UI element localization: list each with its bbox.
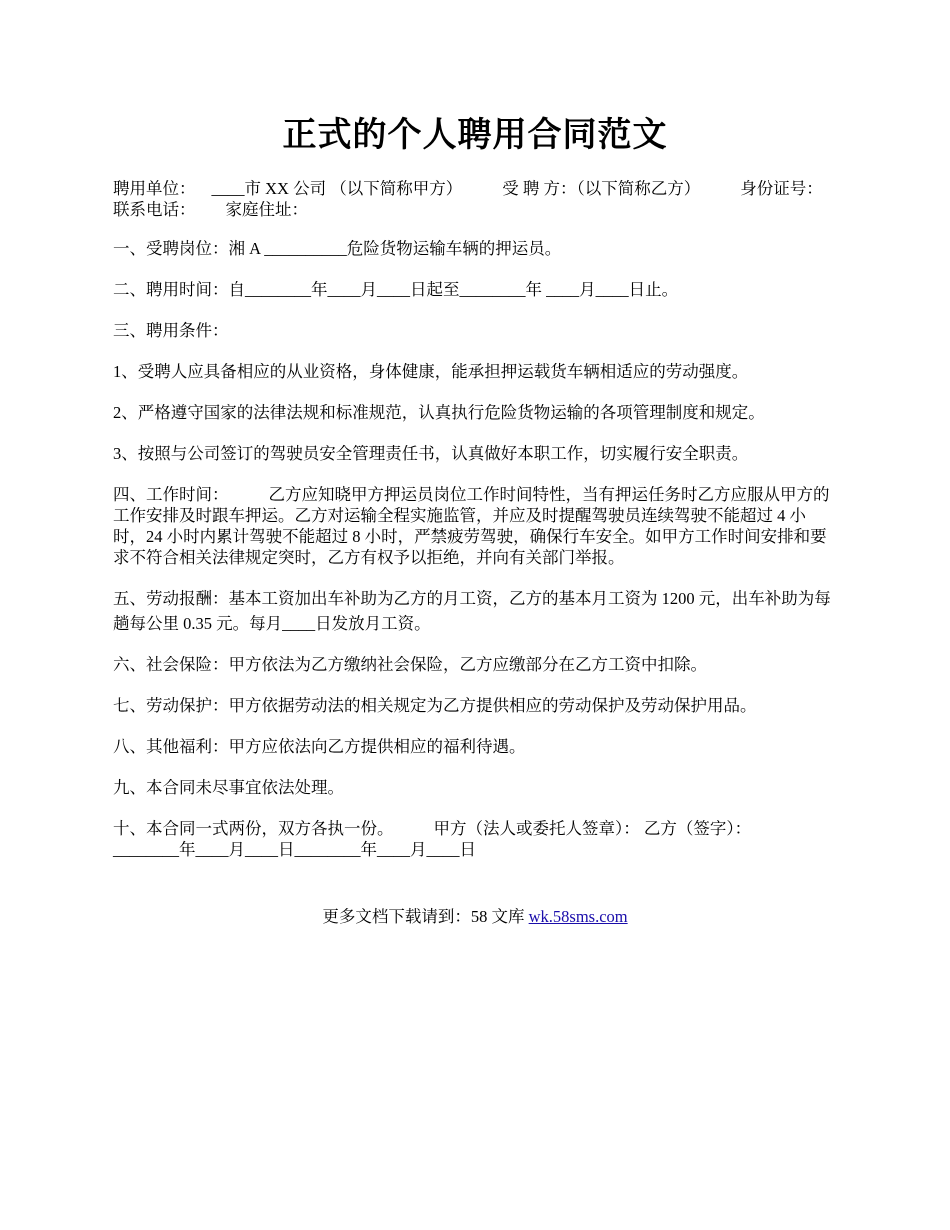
condition-item-3: 3、按照与公司签订的驾驶员安全管理责任书，认真做好本职工作，切实履行安全职责。: [113, 444, 749, 463]
clause-nine: 九、本合同未尽事宜依法处理。: [113, 778, 344, 797]
employer-value: ____市 XX 公司 （以下简称甲方）: [211, 179, 463, 198]
clause-four: [113, 484, 838, 568]
clause-ten-text: 十、本合同一式两份，双方各执一份。: [113, 819, 394, 838]
footer-text: 更多文档下载请到：58 文库: [322, 907, 529, 926]
party-b-signature: 乙方（签字）：: [643, 819, 752, 838]
condition-item-2: 2、严格遵守国家的法律法规和标准规范，认真执行危险货物运输的各项管理制度和规定。: [113, 403, 765, 422]
clause-five: 五、劳动报酬：基本工资加出车补助为乙方的月工资，乙方的基本月工资为 1200 元，出车补助为每趟每公里 0.35 元。每月____日发放月工资。: [113, 589, 831, 633]
clause-two: 二、聘用时间：自________年____月____日起至________年 ____月____日止。: [113, 280, 679, 299]
clause-six: 六、社会保险：甲方依法为乙方缴纳社会保险，乙方应缴部分在乙方工资中扣除。: [113, 655, 707, 674]
clause-four-label: 四、工作时间：: [113, 485, 229, 504]
clause-three: 三、聘用条件：: [113, 321, 229, 340]
id-label: 身份证号：: [740, 179, 823, 198]
party-a-signature: 甲方（法人或委托人签章）：: [433, 819, 640, 838]
footer-link[interactable]: wk.58sms.com: [528, 907, 628, 926]
phone-label: 联系电话：: [113, 200, 196, 219]
clause-ten: [113, 818, 838, 860]
date-line: ________年____月____日________年____月____日: [113, 840, 476, 859]
clause-one: 一、受聘岗位：湘 A __________危险货物运输车辆的押运员。: [113, 239, 562, 258]
footer: [0, 906, 950, 928]
header-block: [113, 178, 838, 220]
document-body: [113, 178, 838, 878]
address-label: 家庭住址：: [225, 200, 308, 219]
employee-value: （以下简称乙方）: [576, 179, 701, 198]
clause-four-text: 乙方应知晓甲方押运员岗位工作时间特性，当有押运任务时乙方应服从甲方的工作安排及时跟车押运。乙方对运输全程实施监管，并应及时提醒驾驶员连续驾驶不能超过 4 小时，24 小时内累计驾驶不能超过 8 小时，严禁疲劳驾驶，确保行车安全。如甲方工作时间安排和要求不符合相关法律规定突时，乙方有权予以拒绝，并向有关部门举报。: [113, 485, 830, 567]
clause-seven: 七、劳动保护：甲方依据劳动法的相关规定为乙方提供相应的劳动保护及劳动保护用品。: [113, 696, 757, 715]
employer-label: 聘用单位：: [113, 179, 196, 198]
document-title: 正式的个人聘用合同范文: [282, 117, 668, 154]
clause-eight: 八、其他福利：甲方应依法向乙方提供相应的福利待遇。: [113, 737, 526, 756]
condition-item-1: 1、受聘人应具备相应的从业资格，身体健康，能承担押运载货车辆相适应的劳动强度。: [113, 362, 749, 381]
employee-label: 受 聘 方：: [502, 179, 577, 198]
